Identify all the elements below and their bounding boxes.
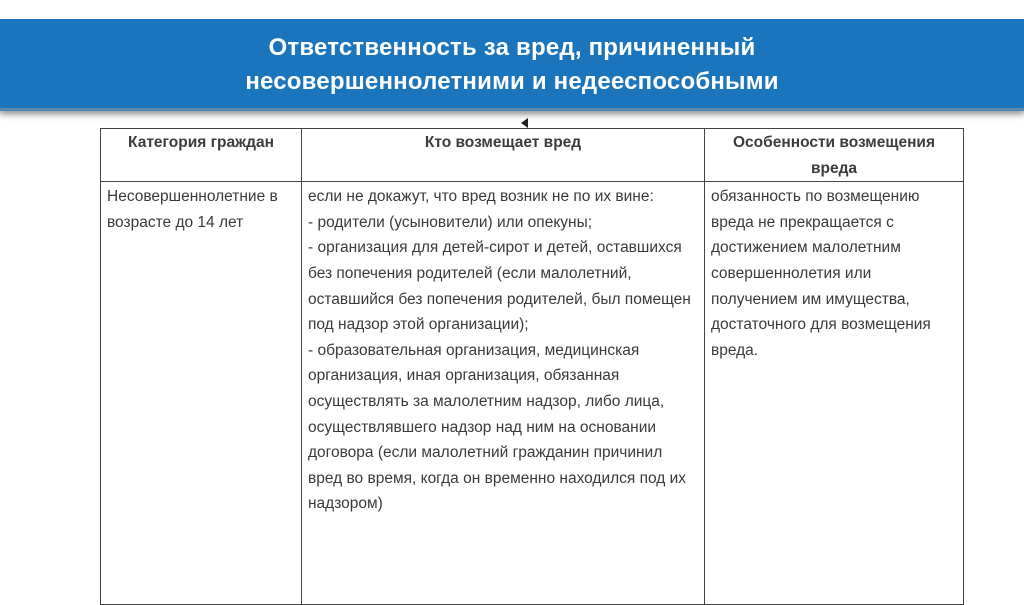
who-compensates-item: - родители (усыновители) или опекуны; xyxy=(308,213,593,231)
cell-category: Несовершеннолетние в возрасте до 14 лет xyxy=(101,182,302,605)
title-banner-shadow xyxy=(0,108,1024,116)
who-compensates-item: - образовательная организация, медицинская организация, иная организация, обязанная осуществлять за малолетним надзор, либо лица, осуществлявшего надзор над ним на основании договора (если малолетний гражданин причинил вред во время, когда он временно находился под их надзором) xyxy=(308,341,687,513)
who-compensates-item: если не докажут, что вред возник не по их вине: xyxy=(308,188,654,206)
slide-title-line1: Ответственность за вред, причиненный xyxy=(268,34,756,61)
column-header-category: Категория граждан xyxy=(101,129,302,182)
column-header-who-compensates: Кто возмещает вред xyxy=(302,129,705,182)
left-arrow-marker-icon xyxy=(521,118,528,128)
column-header-features: Особенности возмещения вреда xyxy=(705,129,964,182)
table-row xyxy=(101,182,964,605)
cell-features: обязанность по возмещению вреда не прекращается с достижением малолетним совершеннолетия или получением им имущества, достаточного для возмещения вреда. xyxy=(705,182,964,605)
slide-title-line2: несовершеннолетними и недееспособными xyxy=(245,68,779,95)
liability-table xyxy=(100,128,964,605)
table-header-row xyxy=(101,129,964,182)
who-compensates-item: - организация для детей-сирот и детей, оставшихся без попечения родителей (если малолетний, оставшийся без попечения родителей, был помещен под надзор этой организации); xyxy=(308,239,691,334)
cell-who-compensates xyxy=(302,182,705,605)
slide-title xyxy=(0,31,1024,99)
